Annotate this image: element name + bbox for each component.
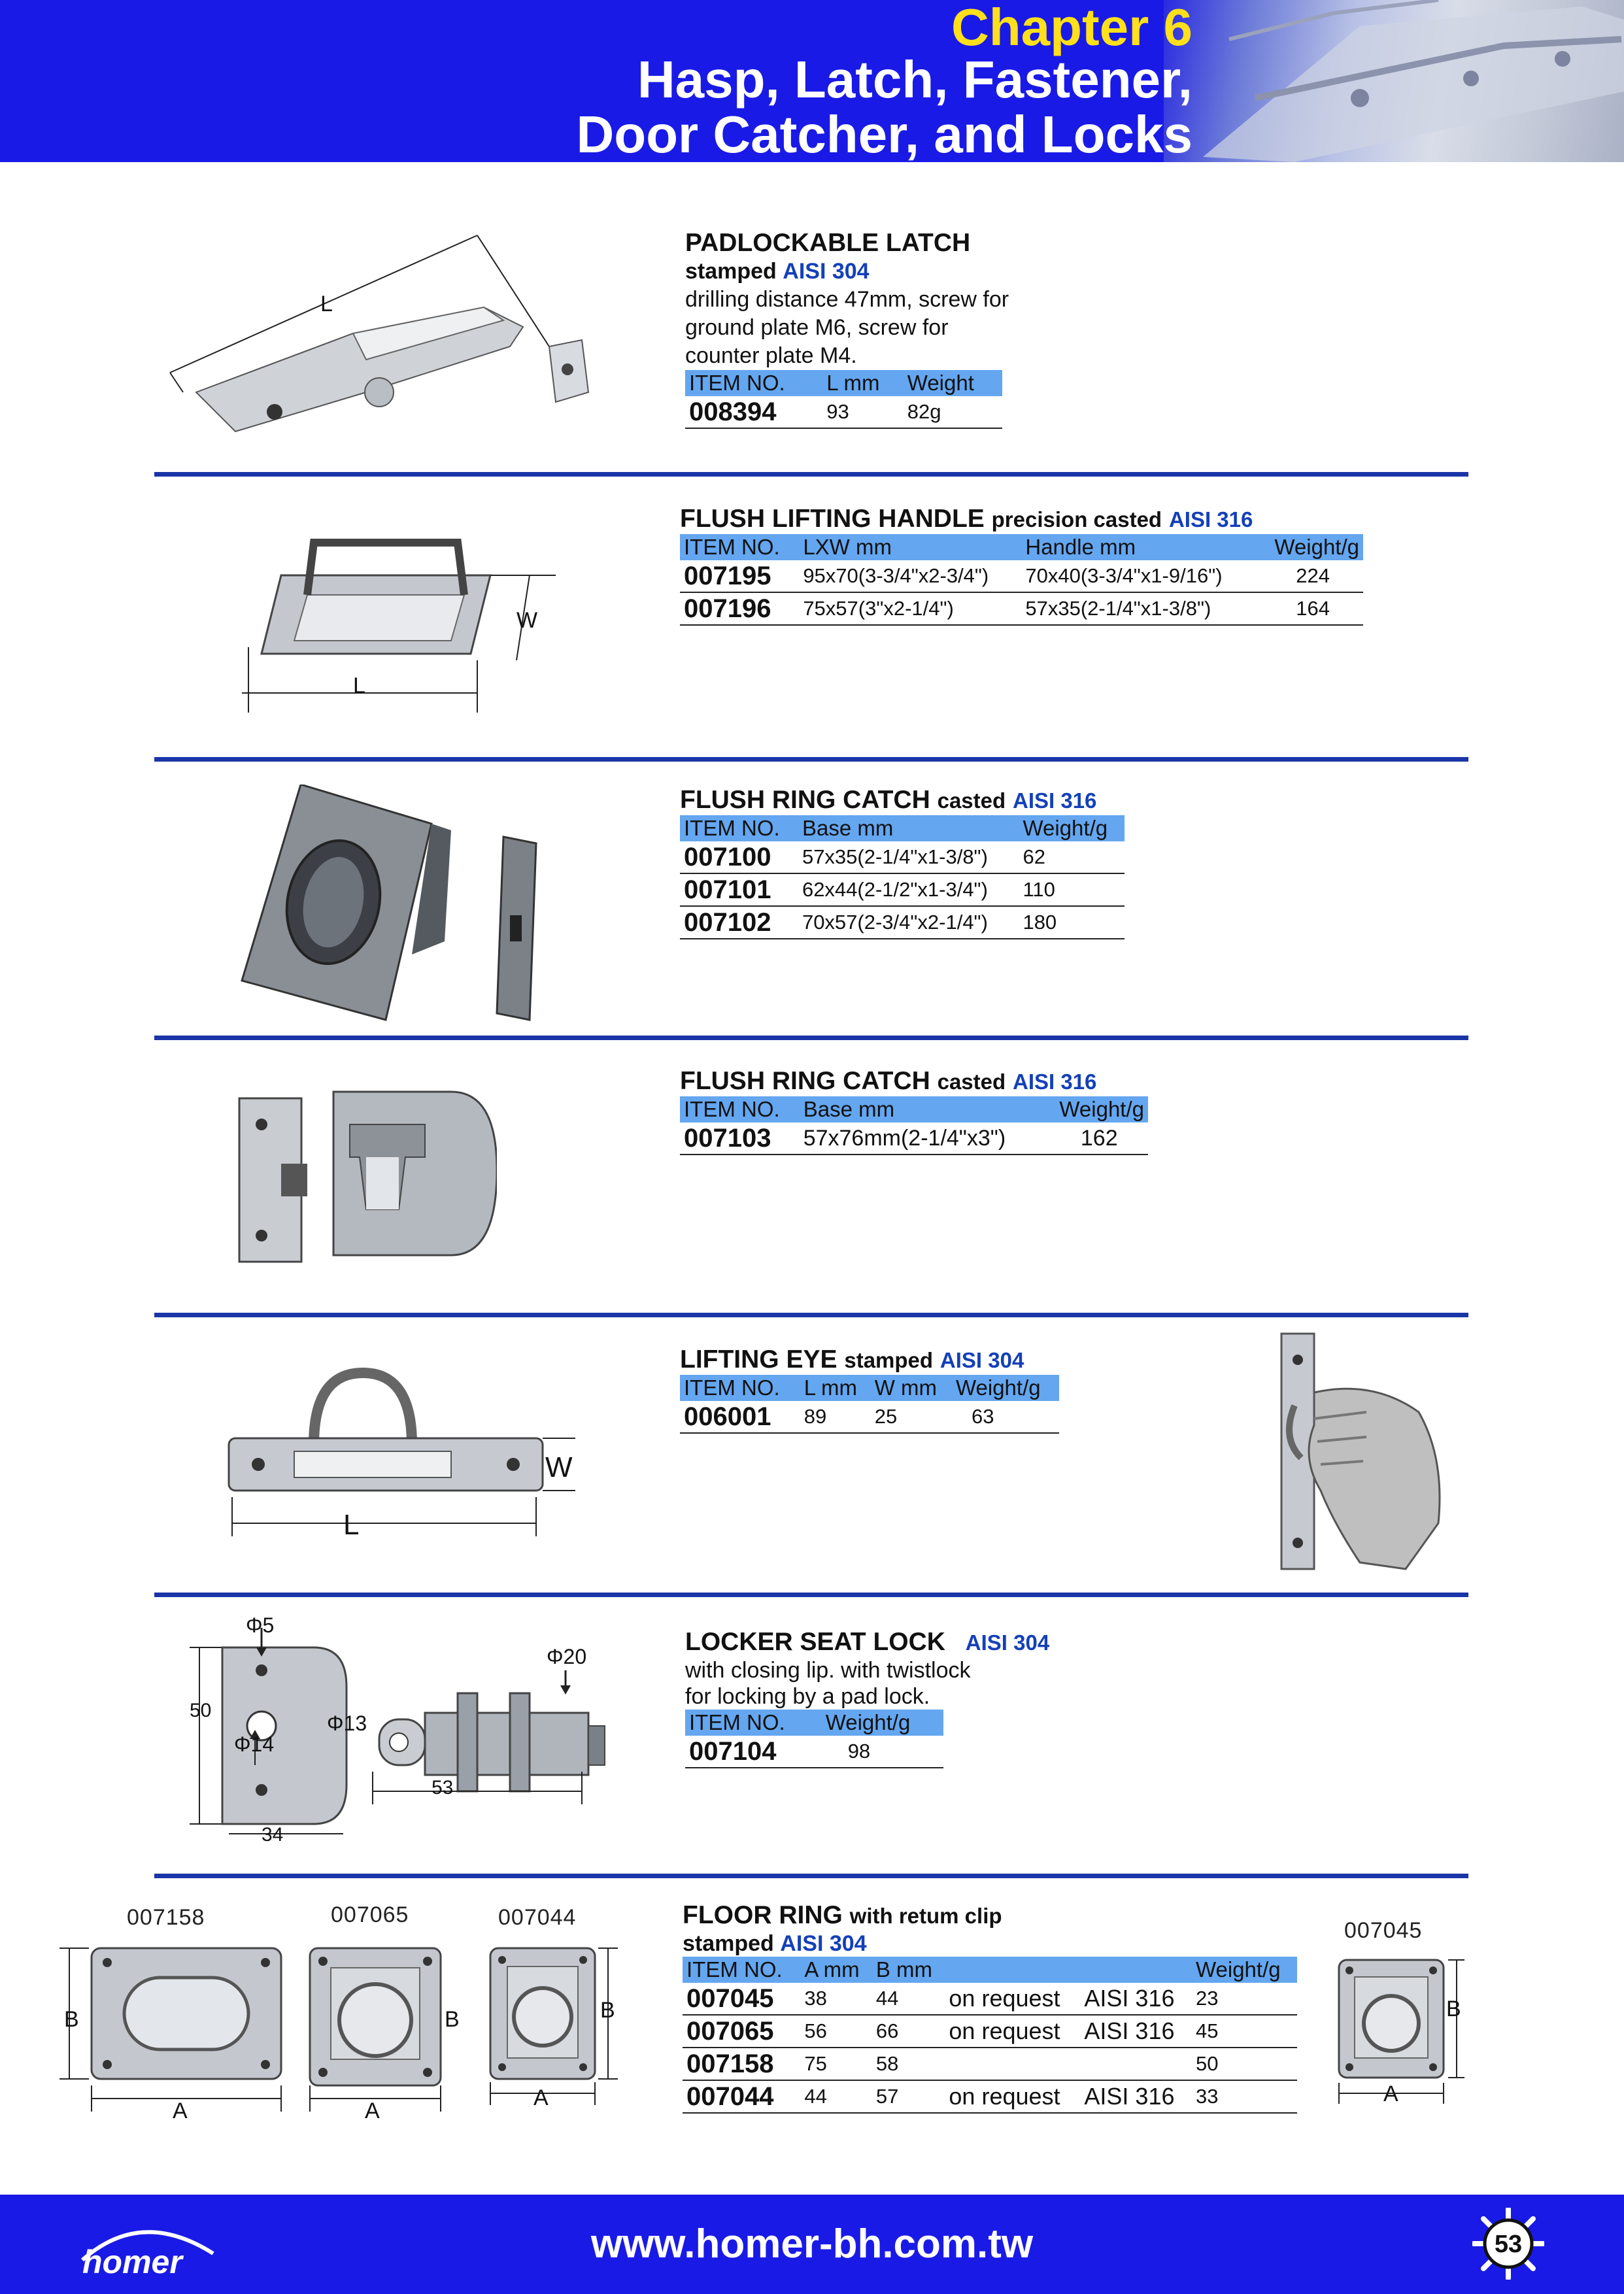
dim-label-phi14: Φ14 [234, 1732, 275, 1756]
product-title-line: FLOOR RING with retum clip [683, 1901, 1002, 1929]
dim-label-phi13: Φ13 [327, 1712, 367, 1735]
table-row: 007102 70x57(2-3/4"x2-1/4") 180 [680, 906, 1125, 939]
flush-lifting-handle-image [242, 536, 556, 719]
dim-label-b: B [64, 2007, 79, 2032]
dim-label-a: A [365, 2099, 380, 2123]
dim-label-b: B [600, 1998, 615, 2023]
spec-table: ITEM NO. A mm B mm Weight/g 007045 38 44 on request AISI 316 23 007065 56 66 on request AISI 316 45 007158 75 58 50 007044 44 57 on request AISI 316 33 [683, 1957, 1297, 2114]
material-grade: AISI 304 [780, 1931, 867, 1956]
product-title: FLOOR RING [683, 1901, 843, 1929]
spec-table: ITEM NO. Base mm Weight/g 007100 57x35(2-1/4"x1-3/8") 62 007101 62x44(2-1/2"x1-3/4") 110 007102 70x57(2-3/4"x2-1/4") 180 [680, 815, 1125, 939]
header-hardware-photo [1164, 0, 1624, 162]
description-line-1: drilling distance 47mm, screw for [685, 287, 1009, 312]
table-row: 007044 44 57 on request AISI 316 33 [683, 2080, 1297, 2113]
figure-code-007158: 007158 [127, 1905, 205, 1930]
product-title: LOCKER SEAT LOCK [685, 1628, 945, 1656]
figure-code-007045: 007045 [1344, 1918, 1423, 1943]
padlockable-latch-image [157, 229, 615, 445]
material-grade: AISI 304 [783, 259, 870, 284]
material-grade: AISI 316 [1168, 507, 1253, 531]
product-title-line: FLUSH LIFTING HANDLE precision casted AISI 316 [680, 505, 1253, 533]
table-row: 007100 57x35(2-1/4"x1-3/8") 62 [680, 841, 1125, 873]
col-header: L mm [822, 370, 904, 396]
dim-label-w: W [545, 1451, 573, 1483]
table-row: 008394 93 82g [685, 396, 1002, 428]
col-header: Weight [904, 370, 1002, 396]
page-number: 53 [1494, 2231, 1523, 2258]
flush-ring-catch-007103-image [235, 1085, 497, 1268]
material-grade: AISI 316 [1013, 1070, 1097, 1094]
dim-label-34: 34 [262, 1824, 284, 1846]
logo-text: homer [82, 2244, 182, 2280]
product-title-line: LIFTING EYE stamped AISI 304 [680, 1345, 1024, 1374]
spec-table: ITEM NO. L mm W mm Weight/g 006001 89 25 63 [680, 1375, 1059, 1434]
section-divider [154, 1874, 1468, 1878]
floor-ring-info [683, 1901, 1297, 2114]
dim-label-53: 53 [431, 1777, 454, 1798]
section-divider [154, 1313, 1468, 1317]
table-row: 007101 62x44(2-1/2"x1-3/4") 110 [680, 873, 1125, 906]
table-row: 007103 57x76mm(2-1/4"x3") 162 [680, 1122, 1148, 1155]
table-row: 007158 75 58 50 [683, 2048, 1297, 2080]
dim-label-l: L [320, 292, 333, 316]
material-line: stamped AISI 304 [683, 1931, 867, 1956]
product-title-line: FLUSH RING CATCH casted AISI 316 [680, 1067, 1097, 1095]
description-line-1: with closing lip. with twistlock [685, 1658, 971, 1683]
locker-seat-lock-image [183, 1615, 641, 1857]
material-grade: AISI 304 [939, 1348, 1024, 1372]
page-footer [0, 2195, 1624, 2294]
dim-label-l: L [353, 673, 365, 698]
flush-ring-catch-info [680, 786, 1125, 939]
section-divider [154, 1036, 1468, 1040]
section-divider [154, 472, 1468, 477]
dim-label-phi5: Φ5 [246, 1613, 275, 1637]
section-divider [154, 757, 1468, 762]
product-title: FLUSH LIFTING HANDLE [680, 505, 985, 533]
figure-code-007065: 007065 [331, 1902, 409, 1927]
table-row: 007045 38 44 on request AISI 316 23 [683, 1983, 1297, 2015]
material-line: stamped AISI 304 [685, 259, 870, 284]
table-row: 007195 95x70(3-3/4"x2-3/4") 70x40(3-3/4"x1-9/16") 224 [680, 560, 1363, 592]
dim-label-a: A [1383, 2082, 1398, 2106]
lifting-eye-in-use-photo [1255, 1327, 1451, 1576]
flush-lifting-handle-info [680, 505, 1363, 626]
description-line-3: counter plate M4. [685, 343, 857, 368]
ship-wheel-icon [1472, 2208, 1544, 2280]
flush-ring-catch-image [235, 784, 549, 1026]
website-url[interactable]: www.homer-bh.com.tw [590, 2221, 1034, 2267]
dim-label-phi20: Φ20 [547, 1645, 587, 1668]
product-title-line [685, 1628, 1049, 1657]
item-number: 008394 [685, 396, 822, 428]
table-row: 007065 56 66 on request AISI 316 45 [683, 2015, 1297, 2048]
spec-table [685, 370, 1002, 429]
col-header: ITEM NO. [685, 370, 822, 396]
chapter-number: Chapter 6 [951, 0, 1193, 56]
dim-label-b: B [445, 2007, 460, 2032]
locker-seat-lock-info [685, 1628, 1049, 1768]
floor-ring-007045-image [1334, 1955, 1478, 2112]
table-row: 006001 89 25 63 [680, 1401, 1059, 1433]
chapter-header [0, 0, 1624, 162]
spec-table: ITEM NO. Weight/g 007104 98 [685, 1710, 943, 1768]
product-title-line: FLUSH RING CATCH casted AISI 316 [680, 786, 1097, 814]
product-title: FLUSH RING CATCH [680, 786, 930, 814]
floor-ring-007065-image [305, 1942, 475, 2123]
spec-table: ITEM NO. Base mm Weight/g 007103 57x76mm(2-1/4"x3") 162 [680, 1096, 1148, 1155]
section-divider [154, 1593, 1468, 1597]
spec-table: ITEM NO. LXW mm Handle mm Weight/g 007195 95x70(3-3/4"x2-3/4") 70x40(3-3/4"x1-9/16") 224 007196 75x57(3"x2-1/4") 57x35(2-1/4"x1-3/8") 164 [680, 534, 1363, 626]
dim-label-b: B [1446, 1997, 1461, 2021]
dim-label-a: A [533, 2085, 549, 2110]
product-title: LIFTING EYE [680, 1345, 837, 1374]
lifting-eye-image [222, 1366, 588, 1543]
description-line-2: for locking by a pad lock. [685, 1684, 930, 1709]
dim-label-50: 50 [190, 1700, 212, 1721]
product-title: PADLOCKABLE LATCH [685, 229, 971, 257]
chapter-title-line-2: Door Catcher, and Locks [576, 105, 1193, 162]
dim-label-l: L [343, 1509, 360, 1541]
material-grade: AISI 304 [965, 1630, 1050, 1655]
table-row: 007104 98 [685, 1736, 943, 1768]
chapter-title [577, 52, 1193, 162]
dim-label-w: W [516, 608, 538, 633]
floor-ring-007044-image [484, 1942, 628, 2118]
page-number-badge [1472, 2208, 1544, 2280]
lifting-eye-info [680, 1345, 1059, 1434]
product-title: FLUSH RING CATCH [680, 1067, 930, 1095]
description-line-2: ground plate M6, screw for [685, 315, 949, 340]
material-grade: AISI 316 [1013, 788, 1097, 813]
dim-label-a: A [173, 2099, 188, 2123]
figure-code-007044: 007044 [498, 1905, 577, 1930]
table-row: 007196 75x57(3"x2-1/4") 57x35(2-1/4"x1-3/8") 164 [680, 592, 1363, 625]
chapter-title-line-1: Hasp, Latch, Fastener, [637, 50, 1193, 109]
padlockable-latch-info [685, 229, 1009, 429]
flush-ring-catch-007103-info [680, 1067, 1148, 1155]
floor-ring-007158-image [56, 1942, 292, 2123]
